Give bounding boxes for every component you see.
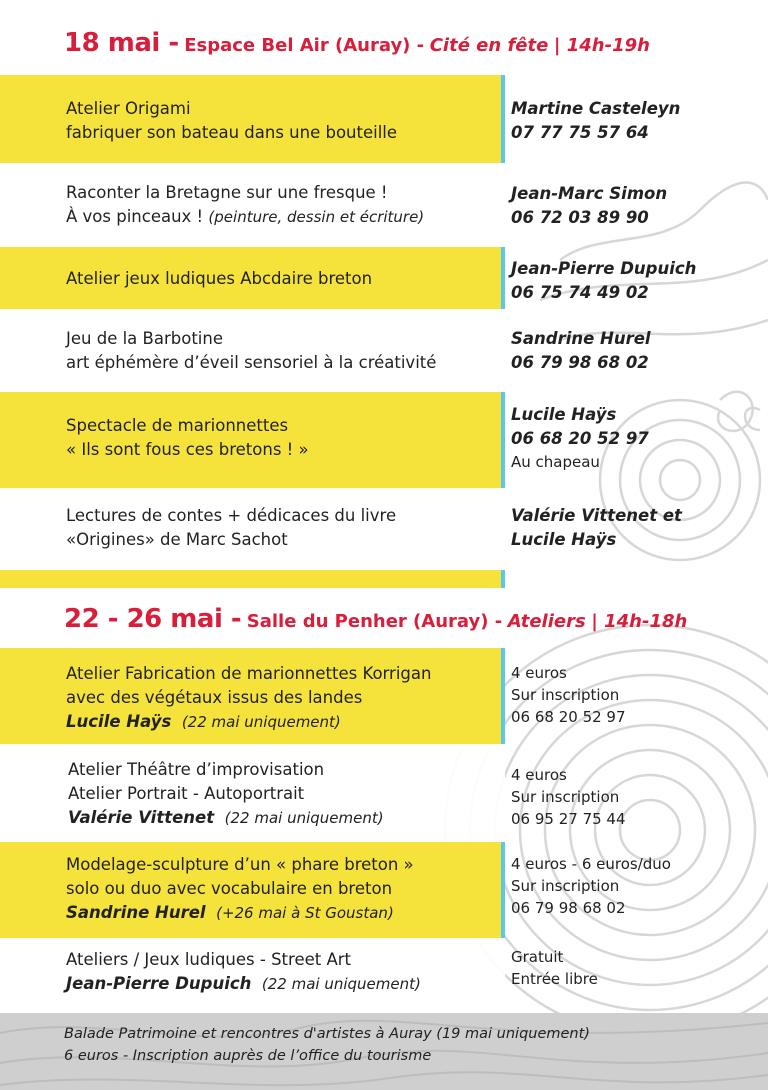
section1-contact-2 <box>511 257 696 305</box>
activity-title: Ateliers / Jeux ludiques - Street Art <box>66 950 351 969</box>
activity-subtitle: solo ou duo avec vocabulaire en breton <box>66 879 393 898</box>
activity-subtitle: À vos pinceaux ! <box>66 207 204 226</box>
section1-contact-4 <box>511 403 649 473</box>
section2-info-0 <box>511 662 626 728</box>
activity-title: Atelier Origami <box>66 99 191 118</box>
contact-name: Lucile Haÿs <box>511 405 617 424</box>
contact-phone: 06 72 03 89 90 <box>511 208 649 227</box>
section1-hours: | 14h-19h <box>553 35 650 56</box>
section1-contact-3 <box>511 327 651 375</box>
section1-row-fresque <box>0 163 505 247</box>
animator-name: Valérie Vittenet <box>68 808 215 827</box>
animator-note: (22 mai uniquement) <box>261 975 421 993</box>
animator-note: (22 mai uniquement) <box>224 809 384 827</box>
animator-name: Jean-Pierre Dupuich <box>66 974 252 993</box>
section1-divider-bar <box>0 570 505 588</box>
registration: Sur inscription <box>511 788 620 806</box>
activity-title: Atelier jeux ludiques Abcdaire breton <box>66 269 373 288</box>
contact-note: Au chapeau <box>511 453 600 471</box>
section1-row-abcdaire <box>0 247 505 309</box>
section2-row-phare <box>0 842 505 938</box>
footer-line-1: Balade Patrimoine et rencontres d'artistes à Auray (19 mai uniquement) <box>64 1026 590 1042</box>
activity-subtitle: «Origines» de Marc Sachot <box>66 530 288 549</box>
section2-place: Salle du Penher (Auray) - <box>246 611 503 632</box>
section1-row-barbotine <box>0 309 505 392</box>
section1-contact-1 <box>511 182 667 230</box>
section1-row-marionnettes <box>0 392 505 488</box>
section2-heading <box>64 604 687 634</box>
animator-name: Lucile Haÿs <box>66 712 172 731</box>
section2-row-streetart <box>0 938 505 1013</box>
activity-subtitle: art éphémère d’éveil sensoriel à la créativité <box>66 353 437 372</box>
animator-name: Sandrine Hurel <box>66 903 206 922</box>
animator-note: (+26 mai à St Goustan) <box>216 904 394 922</box>
contact-name: Jean-Marc Simon <box>511 184 668 203</box>
contact-name: Sandrine Hurel <box>511 329 651 348</box>
contact-phone: 06 79 98 68 02 <box>511 353 649 372</box>
section1-date: 18 mai - <box>64 28 179 58</box>
section2-date: 22 - 26 mai - <box>64 604 242 634</box>
phone: 06 79 98 68 02 <box>511 899 626 917</box>
section2-row-korrigan <box>0 648 505 744</box>
section1-place: Espace Bel Air (Auray) - <box>184 35 425 56</box>
phone: 06 95 27 75 44 <box>511 810 626 828</box>
section1-row-origami <box>0 75 505 163</box>
activity-title: Atelier Théâtre d’improvisation <box>68 760 325 779</box>
footer-banner <box>0 1013 768 1090</box>
price: Gratuit <box>511 948 564 966</box>
activity-title: Spectacle de marionnettes <box>66 416 289 435</box>
activity-subtitle: « Ils sont fous ces bretons ! » <box>66 440 309 459</box>
section2-theme: Ateliers <box>507 611 586 632</box>
section1-contact-0 <box>511 97 680 145</box>
price: 4 euros <box>511 766 567 784</box>
contact-name-2: Lucile Haÿs <box>511 530 617 549</box>
section2-row-theatre <box>0 744 505 842</box>
section1-theme: Cité en fête <box>429 35 549 56</box>
contact-name: Valérie Vittenet et <box>511 506 682 525</box>
registration: Sur inscription <box>511 686 620 704</box>
section1-heading <box>64 28 650 58</box>
activity-subtitle: Atelier Portrait - Autoportrait <box>68 784 305 803</box>
animator-note: (22 mai uniquement) <box>181 713 341 731</box>
activity-note: (peinture, dessin et écriture) <box>208 208 425 226</box>
phone: 06 68 20 52 97 <box>511 708 626 726</box>
section2-info-1 <box>511 764 626 830</box>
registration: Sur inscription <box>511 877 620 895</box>
price: 4 euros <box>511 664 567 682</box>
activity-subtitle: fabriquer son bateau dans une bouteille <box>66 123 398 142</box>
contact-phone: 06 75 74 49 02 <box>511 283 649 302</box>
section2-info-2 <box>511 853 671 919</box>
activity-subtitle: avec des végétaux issus des landes <box>66 688 363 707</box>
section1-row-lectures <box>0 488 505 570</box>
activity-title: Lectures de contes + dédicaces du livre <box>66 506 397 525</box>
registration: Entrée libre <box>511 970 598 988</box>
activity-title: Jeu de la Barbotine <box>66 329 223 348</box>
activity-title: Raconter la Bretagne sur une fresque ! <box>66 183 388 202</box>
section1-contact-5 <box>511 504 682 552</box>
contact-name: Jean-Pierre Dupuich <box>511 259 697 278</box>
footer-line-2: 6 euros - Inscription auprès de l’office du tourisme <box>64 1048 432 1064</box>
contact-phone: 06 68 20 52 97 <box>511 429 649 448</box>
contact-name: Martine Casteleyn <box>511 99 681 118</box>
activity-title: Atelier Fabrication de marionnettes Korrigan <box>66 664 432 683</box>
activity-title: Modelage-sculpture d’un « phare breton » <box>66 855 414 874</box>
section2-info-3 <box>511 946 598 990</box>
section2-hours: | 14h-18h <box>591 611 688 632</box>
contact-phone: 07 77 75 57 64 <box>511 123 649 142</box>
price: 4 euros - 6 euros/duo <box>511 855 671 873</box>
